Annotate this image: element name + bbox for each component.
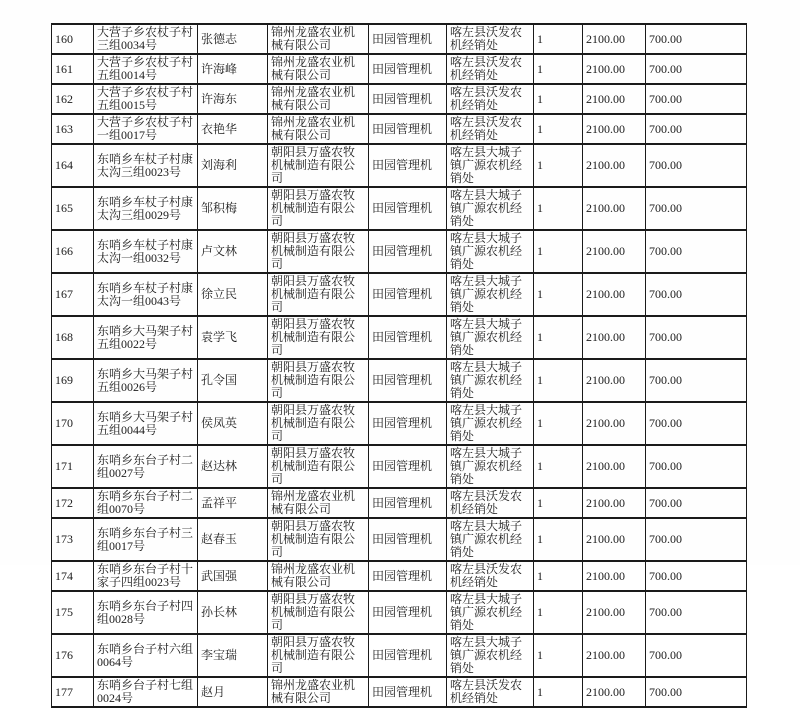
subsidy-table (51, 23, 747, 708)
cell-row-number: 162 (52, 84, 94, 114)
cell-unit-price: 2100.00 (583, 445, 646, 488)
table-row (52, 677, 747, 707)
cell-subsidy: 700.00 (646, 273, 747, 316)
cell-machine-type: 田园管理机 (369, 402, 447, 445)
cell-address: 东哨乡大马架子村五组0044号 (94, 402, 198, 445)
cell-manufacturer: 朝阳县万盛农牧机械制造有限公司 (268, 144, 369, 187)
cell-row-number: 169 (52, 359, 94, 402)
cell-name: 刘海利 (198, 144, 268, 187)
cell-row-number: 168 (52, 316, 94, 359)
cell-name: 侯凤英 (198, 402, 268, 445)
cell-name: 赵达林 (198, 445, 268, 488)
cell-address: 东哨乡车杖子村康太沟一组0043号 (94, 273, 198, 316)
cell-manufacturer: 朝阳县万盛农牧机械制造有限公司 (268, 518, 369, 561)
cell-address: 东哨乡大马架子村五组0022号 (94, 316, 198, 359)
cell-address: 东哨乡大马架子村五组0026号 (94, 359, 198, 402)
cell-subsidy: 700.00 (646, 591, 747, 634)
cell-manufacturer: 朝阳县万盛农牧机械制造有限公司 (268, 402, 369, 445)
cell-address: 东哨乡东台子村二组0070号 (94, 488, 198, 518)
table-row (52, 488, 747, 518)
cell-quantity: 1 (534, 144, 583, 187)
cell-address: 大营子乡农杖子村五组0014号 (94, 54, 198, 84)
cell-name: 邹积梅 (198, 187, 268, 230)
cell-name: 徐立民 (198, 273, 268, 316)
cell-row-number: 164 (52, 144, 94, 187)
cell-quantity: 1 (534, 54, 583, 84)
cell-quantity: 1 (534, 677, 583, 707)
cell-machine-type: 田园管理机 (369, 187, 447, 230)
cell-name: 李宝瑞 (198, 634, 268, 677)
table-row (52, 273, 747, 316)
table-row (52, 144, 747, 187)
cell-dealer: 喀左县大城子镇广源农机经销处 (447, 316, 534, 359)
cell-subsidy: 700.00 (646, 114, 747, 144)
table-body (52, 24, 747, 707)
cell-dealer: 喀左县沃发农机经销处 (447, 84, 534, 114)
table-row (52, 114, 747, 144)
cell-row-number: 176 (52, 634, 94, 677)
cell-manufacturer: 朝阳县万盛农牧机械制造有限公司 (268, 359, 369, 402)
table-row (52, 634, 747, 677)
cell-unit-price: 2100.00 (583, 84, 646, 114)
cell-manufacturer: 锦州龙盛农业机械有限公司 (268, 54, 369, 84)
cell-dealer: 喀左县沃发农机经销处 (447, 677, 534, 707)
cell-manufacturer: 朝阳县万盛农牧机械制造有限公司 (268, 634, 369, 677)
cell-dealer: 喀左县大城子镇广源农机经销处 (447, 634, 534, 677)
table-row (52, 518, 747, 561)
cell-subsidy: 700.00 (646, 24, 747, 54)
cell-manufacturer: 锦州龙盛农业机械有限公司 (268, 24, 369, 54)
cell-name: 张德志 (198, 24, 268, 54)
cell-quantity: 1 (534, 488, 583, 518)
cell-machine-type: 田园管理机 (369, 273, 447, 316)
cell-name: 许海峰 (198, 54, 268, 84)
cell-quantity: 1 (534, 518, 583, 561)
cell-machine-type: 田园管理机 (369, 445, 447, 488)
cell-name: 武国强 (198, 561, 268, 591)
cell-name: 赵春玉 (198, 518, 268, 561)
cell-manufacturer: 朝阳县万盛农牧机械制造有限公司 (268, 187, 369, 230)
cell-dealer: 喀左县大城子镇广源农机经销处 (447, 230, 534, 273)
cell-machine-type: 田园管理机 (369, 561, 447, 591)
cell-quantity: 1 (534, 187, 583, 230)
cell-dealer: 喀左县大城子镇广源农机经销处 (447, 273, 534, 316)
cell-name: 孙长林 (198, 591, 268, 634)
table-row (52, 359, 747, 402)
cell-name: 孔令国 (198, 359, 268, 402)
cell-subsidy: 700.00 (646, 561, 747, 591)
cell-row-number: 170 (52, 402, 94, 445)
cell-quantity: 1 (534, 273, 583, 316)
cell-unit-price: 2100.00 (583, 54, 646, 84)
cell-row-number: 177 (52, 677, 94, 707)
cell-machine-type: 田园管理机 (369, 488, 447, 518)
cell-manufacturer: 朝阳县万盛农牧机械制造有限公司 (268, 230, 369, 273)
cell-unit-price: 2100.00 (583, 359, 646, 402)
cell-machine-type: 田园管理机 (369, 84, 447, 114)
cell-subsidy: 700.00 (646, 402, 747, 445)
cell-dealer: 喀左县沃发农机经销处 (447, 488, 534, 518)
cell-manufacturer: 朝阳县万盛农牧机械制造有限公司 (268, 445, 369, 488)
cell-unit-price: 2100.00 (583, 187, 646, 230)
cell-machine-type: 田园管理机 (369, 144, 447, 187)
cell-address: 东哨乡车杖子村康太沟一组0032号 (94, 230, 198, 273)
cell-dealer: 喀左县大城子镇广源农机经销处 (447, 402, 534, 445)
cell-row-number: 173 (52, 518, 94, 561)
cell-subsidy: 700.00 (646, 54, 747, 84)
cell-subsidy: 700.00 (646, 84, 747, 114)
cell-row-number: 167 (52, 273, 94, 316)
cell-quantity: 1 (534, 114, 583, 144)
cell-dealer: 喀左县大城子镇广源农机经销处 (447, 144, 534, 187)
table-row (52, 24, 747, 54)
cell-subsidy: 700.00 (646, 445, 747, 488)
cell-address: 东哨乡东台子村四组0028号 (94, 591, 198, 634)
cell-subsidy: 700.00 (646, 518, 747, 561)
cell-manufacturer: 锦州龙盛农业机械有限公司 (268, 561, 369, 591)
cell-quantity: 1 (534, 316, 583, 359)
cell-subsidy: 700.00 (646, 230, 747, 273)
cell-unit-price: 2100.00 (583, 518, 646, 561)
cell-quantity: 1 (534, 445, 583, 488)
cell-unit-price: 2100.00 (583, 230, 646, 273)
cell-subsidy: 700.00 (646, 634, 747, 677)
table-row (52, 84, 747, 114)
cell-machine-type: 田园管理机 (369, 316, 447, 359)
cell-dealer: 喀左县大城子镇广源农机经销处 (447, 518, 534, 561)
cell-quantity: 1 (534, 561, 583, 591)
cell-machine-type: 田园管理机 (369, 359, 447, 402)
cell-dealer: 喀左县大城子镇广源农机经销处 (447, 591, 534, 634)
cell-machine-type: 田园管理机 (369, 114, 447, 144)
cell-quantity: 1 (534, 591, 583, 634)
cell-unit-price: 2100.00 (583, 316, 646, 359)
cell-unit-price: 2100.00 (583, 634, 646, 677)
cell-address: 大营子乡农杖子村三组0034号 (94, 24, 198, 54)
table-row (52, 230, 747, 273)
cell-manufacturer: 锦州龙盛农业机械有限公司 (268, 488, 369, 518)
cell-unit-price: 2100.00 (583, 488, 646, 518)
cell-manufacturer: 锦州龙盛农业机械有限公司 (268, 114, 369, 144)
cell-subsidy: 700.00 (646, 144, 747, 187)
table-row (52, 187, 747, 230)
cell-name: 衣艳华 (198, 114, 268, 144)
cell-dealer: 喀左县大城子镇广源农机经销处 (447, 359, 534, 402)
cell-row-number: 171 (52, 445, 94, 488)
cell-address: 东哨乡东台子村十家子四组0023号 (94, 561, 198, 591)
cell-manufacturer: 锦州龙盛农业机械有限公司 (268, 84, 369, 114)
cell-dealer: 喀左县沃发农机经销处 (447, 24, 534, 54)
cell-manufacturer: 朝阳县万盛农牧机械制造有限公司 (268, 316, 369, 359)
cell-row-number: 175 (52, 591, 94, 634)
cell-address: 大营子乡农杖子村五组0015号 (94, 84, 198, 114)
cell-name: 卢文林 (198, 230, 268, 273)
cell-subsidy: 700.00 (646, 316, 747, 359)
cell-address: 东哨乡台子村七组0024号 (94, 677, 198, 707)
cell-name: 许海东 (198, 84, 268, 114)
cell-dealer: 喀左县沃发农机经销处 (447, 561, 534, 591)
cell-machine-type: 田园管理机 (369, 518, 447, 561)
cell-machine-type: 田园管理机 (369, 634, 447, 677)
cell-subsidy: 700.00 (646, 359, 747, 402)
table-row (52, 445, 747, 488)
cell-manufacturer: 朝阳县万盛农牧机械制造有限公司 (268, 273, 369, 316)
cell-address: 东哨乡车杖子村康太沟三组0029号 (94, 187, 198, 230)
cell-row-number: 172 (52, 488, 94, 518)
cell-dealer: 喀左县大城子镇广源农机经销处 (447, 187, 534, 230)
table-row (52, 54, 747, 84)
cell-machine-type: 田园管理机 (369, 54, 447, 84)
cell-machine-type: 田园管理机 (369, 24, 447, 54)
cell-row-number: 165 (52, 187, 94, 230)
cell-address: 东哨乡东台子村二组0027号 (94, 445, 198, 488)
cell-row-number: 163 (52, 114, 94, 144)
cell-dealer: 喀左县大城子镇广源农机经销处 (447, 445, 534, 488)
cell-row-number: 174 (52, 561, 94, 591)
cell-unit-price: 2100.00 (583, 24, 646, 54)
cell-row-number: 161 (52, 54, 94, 84)
table-row (52, 591, 747, 634)
cell-name: 袁学飞 (198, 316, 268, 359)
cell-machine-type: 田园管理机 (369, 677, 447, 707)
cell-quantity: 1 (534, 634, 583, 677)
cell-unit-price: 2100.00 (583, 114, 646, 144)
cell-subsidy: 700.00 (646, 677, 747, 707)
cell-unit-price: 2100.00 (583, 402, 646, 445)
cell-dealer: 喀左县沃发农机经销处 (447, 54, 534, 84)
cell-address: 东哨乡台子村六组0064号 (94, 634, 198, 677)
cell-manufacturer: 锦州龙盛农业机械有限公司 (268, 677, 369, 707)
cell-machine-type: 田园管理机 (369, 591, 447, 634)
cell-unit-price: 2100.00 (583, 591, 646, 634)
cell-subsidy: 700.00 (646, 488, 747, 518)
cell-machine-type: 田园管理机 (369, 230, 447, 273)
cell-address: 大营子乡农杖子村一组0017号 (94, 114, 198, 144)
table-row (52, 402, 747, 445)
cell-quantity: 1 (534, 24, 583, 54)
cell-row-number: 166 (52, 230, 94, 273)
cell-address: 东哨乡车杖子村康太沟三组0023号 (94, 144, 198, 187)
cell-quantity: 1 (534, 402, 583, 445)
cell-unit-price: 2100.00 (583, 144, 646, 187)
table-row (52, 316, 747, 359)
cell-name: 赵月 (198, 677, 268, 707)
cell-quantity: 1 (534, 359, 583, 402)
cell-name: 孟祥平 (198, 488, 268, 518)
cell-row-number: 160 (52, 24, 94, 54)
cell-manufacturer: 朝阳县万盛农牧机械制造有限公司 (268, 591, 369, 634)
table-row (52, 561, 747, 591)
cell-unit-price: 2100.00 (583, 273, 646, 316)
cell-address: 东哨乡东台子村三组0017号 (94, 518, 198, 561)
cell-subsidy: 700.00 (646, 187, 747, 230)
cell-quantity: 1 (534, 84, 583, 114)
cell-unit-price: 2100.00 (583, 677, 646, 707)
cell-dealer: 喀左县沃发农机经销处 (447, 114, 534, 144)
cell-unit-price: 2100.00 (583, 561, 646, 591)
cell-quantity: 1 (534, 230, 583, 273)
